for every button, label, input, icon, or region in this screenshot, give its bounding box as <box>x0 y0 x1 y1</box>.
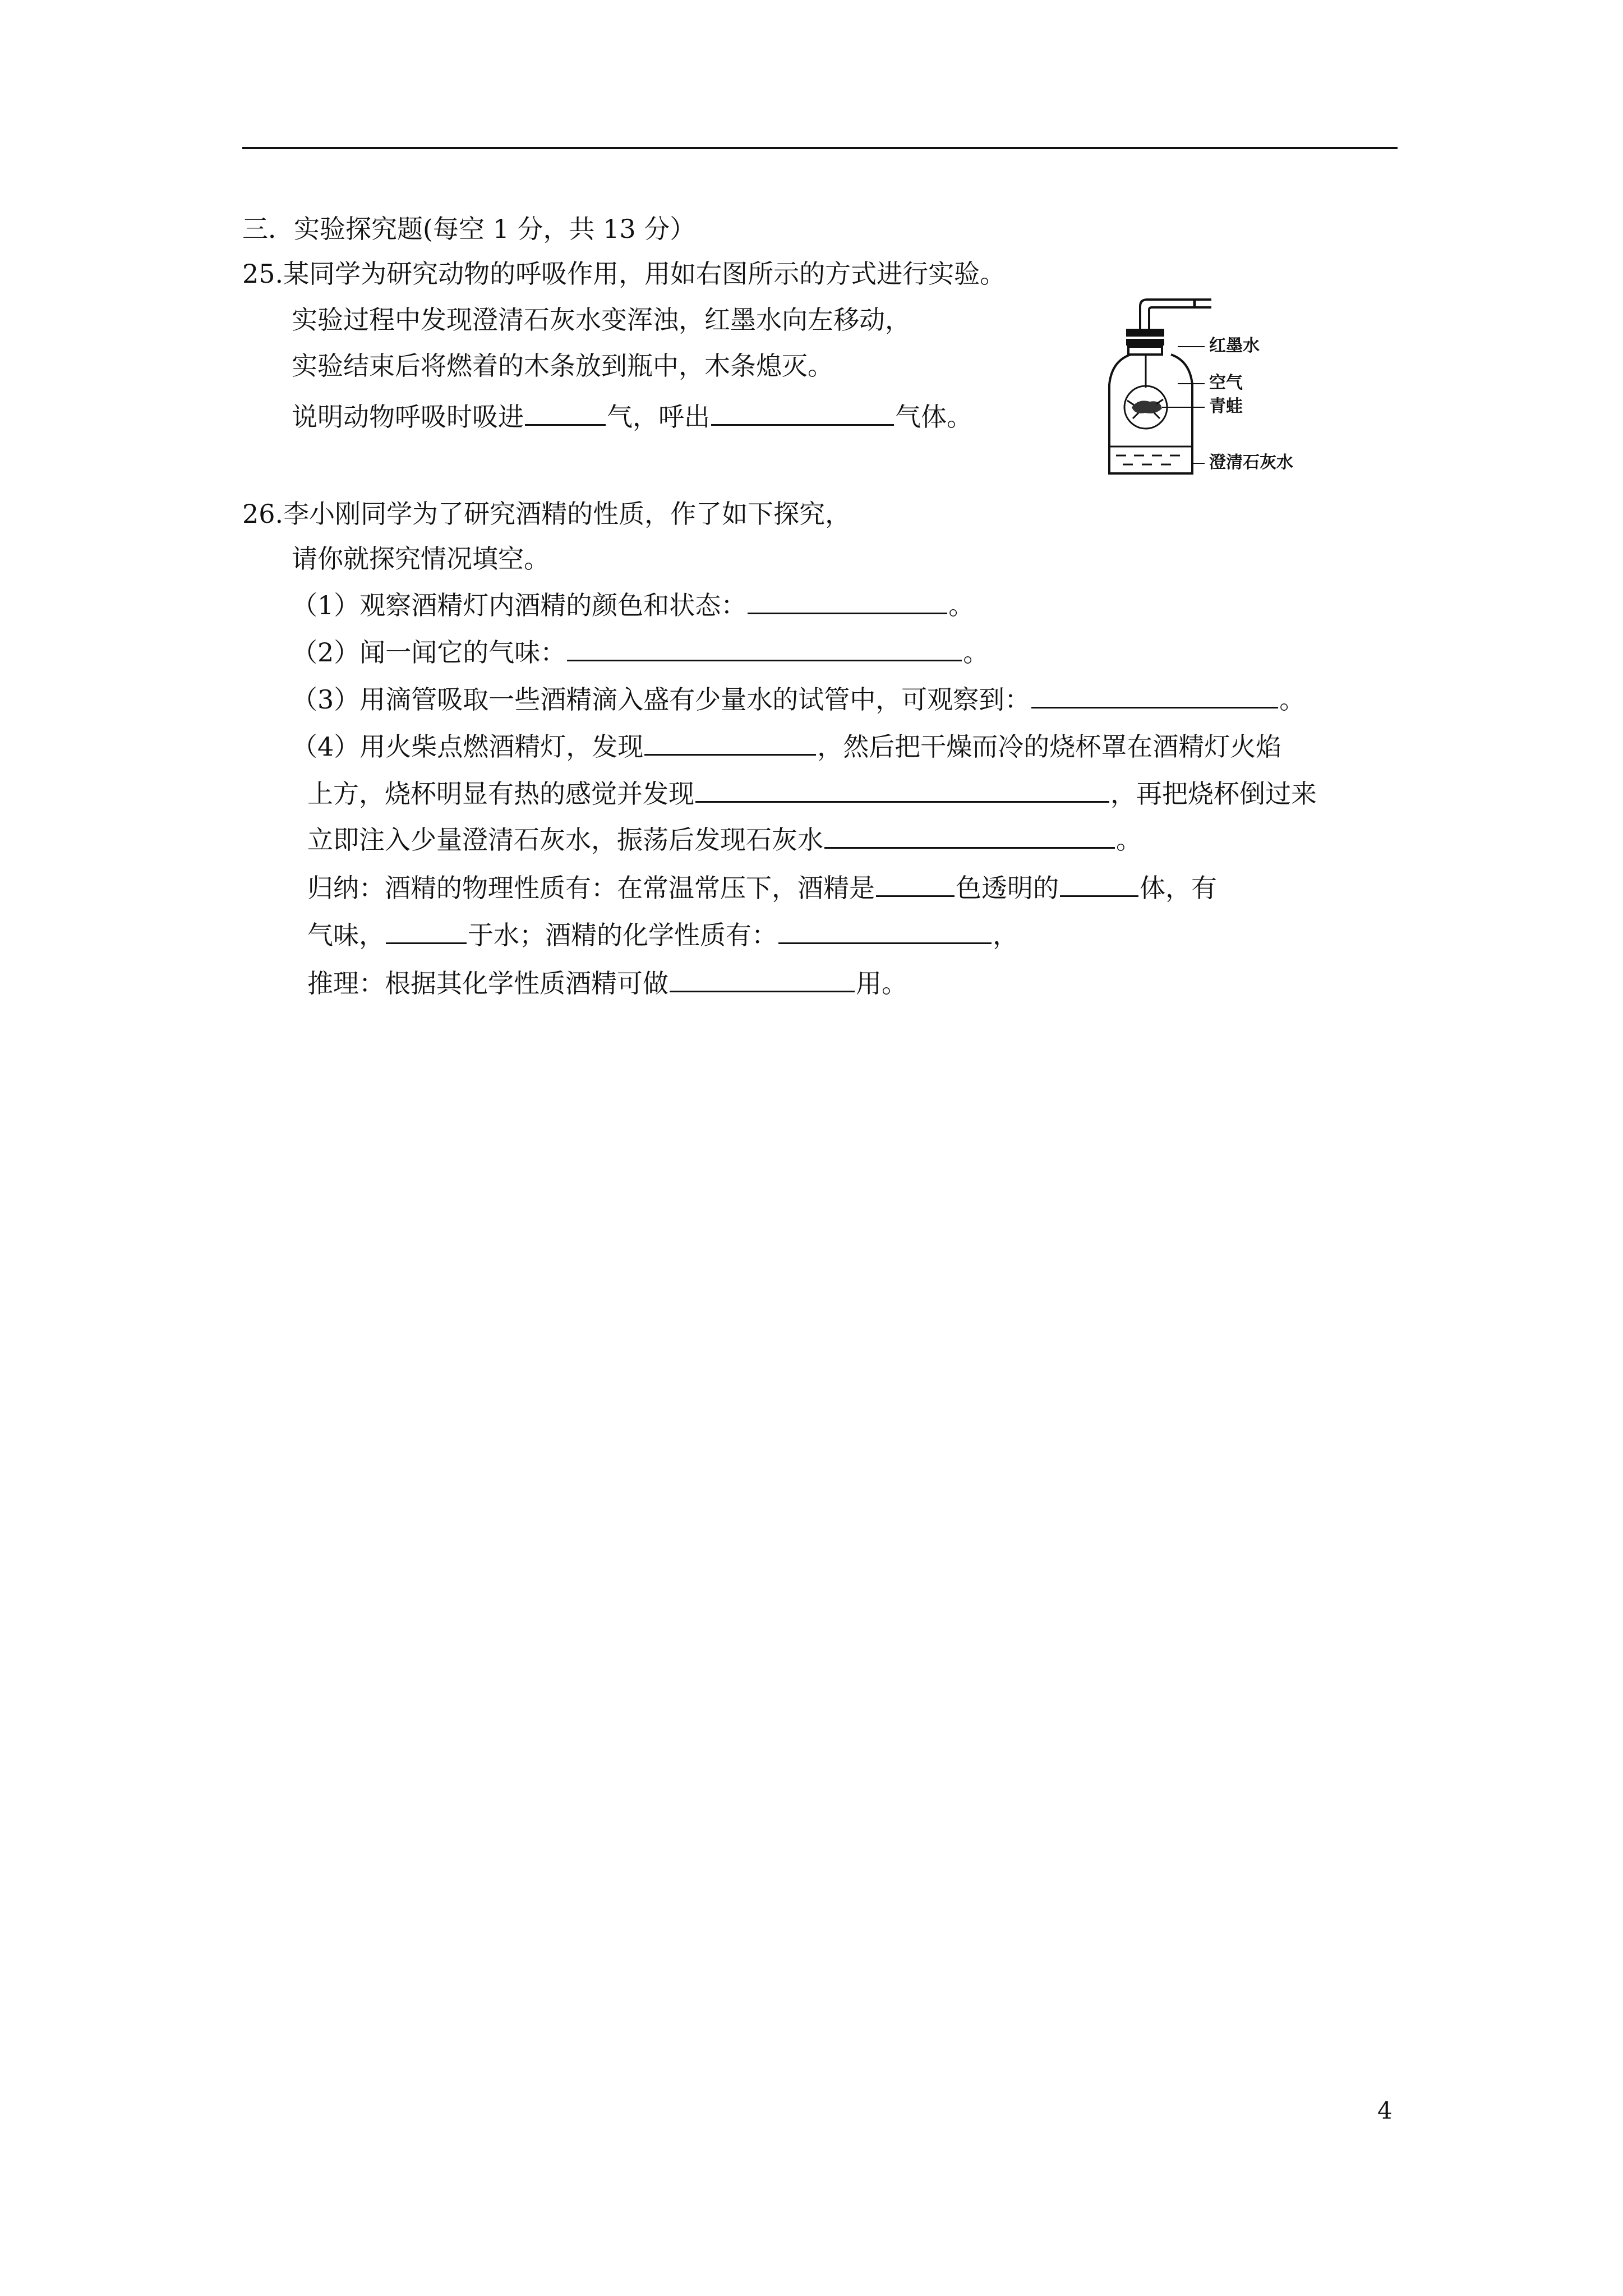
q26-part-4-text-a: （4）用火柴点燃酒精灯，发现 <box>292 731 644 762</box>
respiration-apparatus-figure <box>1094 295 1329 486</box>
q26-inference-line <box>307 966 907 1000</box>
q26-part-4-line-2 <box>307 776 1317 811</box>
q26-part-1-end: 。 <box>948 590 975 620</box>
q25-line-3: 实验结束后将燃着的木条放到瓶中，木条熄灭。 <box>292 351 833 381</box>
q25-line-4-text-b: 气，呼出 <box>607 402 710 432</box>
header-rule <box>242 147 1398 149</box>
q26-part-4-line-3 <box>307 822 1142 857</box>
q25-line-2: 实验过程中发现澄清石灰水变浑浊，红墨水向左移动， <box>292 305 911 335</box>
q26-beaker-observation-blank[interactable] <box>695 776 1109 803</box>
q26-odor-blank[interactable] <box>567 635 962 661</box>
q26-solubility-blank[interactable] <box>386 918 467 944</box>
label-limewater: 澄清石灰水 <box>1209 453 1293 472</box>
q26-part-2-end: 。 <box>963 637 989 668</box>
q26-color-state-blank[interactable] <box>748 588 947 614</box>
q26-part-3-end: 。 <box>1279 684 1306 715</box>
q26-limewater-blank[interactable] <box>824 822 1115 849</box>
q25-line-1: 25.某同学为研究动物的呼吸作用，用如右图所示的方式进行实验。 <box>242 259 1006 289</box>
section-heading: 三．实验探究题(每空 1 分，共 13 分） <box>242 214 696 244</box>
q26-part-3 <box>292 682 1305 716</box>
q26-summary-line-2 <box>307 918 1018 952</box>
q26-summary-text-b: 色透明的 <box>956 873 1059 903</box>
q25-exhale-blank[interactable] <box>711 399 894 426</box>
label-red-ink: 红墨水 <box>1209 336 1260 356</box>
q26-summary-text-f: ， <box>993 920 1018 950</box>
q26-summary-line-1 <box>307 871 1217 905</box>
q26-part-2-text: （2）闻一闻它的气味： <box>292 637 566 668</box>
q26-part-3-text: （3）用滴管吸取一些酒精滴入盛有少量水的试管中，可观察到： <box>292 684 1031 715</box>
q26-part-4-text-b: ，然后把干燥而冷的烧杯罩在酒精灯火焰 <box>817 731 1282 762</box>
label-air: 空气 <box>1209 373 1243 393</box>
q26-summary-text-a: 归纳：酒精的物理性质有：在常温常压下，酒精是 <box>307 873 875 903</box>
q26-part-4-text-d: ，再把烧杯倒过来 <box>1110 779 1317 809</box>
q25-line-4-text-a: 说明动物呼吸时吸进 <box>292 402 524 432</box>
q26-part-1 <box>292 588 974 622</box>
label-frog: 青蛙 <box>1209 397 1243 416</box>
q26-part-4-text-f: 。 <box>1116 825 1142 855</box>
q26-state-blank[interactable] <box>1060 871 1138 897</box>
q26-summary-text-e: 于水；酒精的化学性质有： <box>468 920 777 950</box>
q26-part-2 <box>292 635 989 669</box>
q26-inference-text-b: 用。 <box>856 968 907 999</box>
q25-inhale-blank[interactable] <box>525 399 606 426</box>
q25-line-4 <box>292 399 972 434</box>
q26-color-blank[interactable] <box>876 871 955 897</box>
q26-part-4-text-c: 上方，烧杯明显有热的感觉并发现 <box>307 779 694 809</box>
q26-line-2: 请你就探究情况填空。 <box>292 544 550 574</box>
q26-line-1: 26.李小刚同学为了研究酒精的性质，作了如下探究， <box>242 499 851 529</box>
q26-summary-text-c: 体，有 <box>1140 873 1217 903</box>
page-number: 4 <box>1377 2097 1393 2124</box>
q26-mix-observation-blank[interactable] <box>1031 682 1278 708</box>
q26-use-blank[interactable] <box>670 966 855 992</box>
q26-part-4-line-1 <box>292 729 1281 763</box>
q26-part-1-text: （1）观察酒精灯内酒精的颜色和状态： <box>292 590 747 620</box>
q26-flame-blank[interactable] <box>644 729 816 756</box>
q25-line-4-text-c: 气体。 <box>895 402 972 432</box>
q26-summary-text-d: 气味， <box>307 920 385 950</box>
q26-inference-text-a: 推理：根据其化学性质酒精可做 <box>307 968 668 999</box>
q26-part-4-text-e: 立即注入少量澄清石灰水，振荡后发现石灰水 <box>307 825 823 855</box>
q26-chemical-property-blank[interactable] <box>778 918 992 944</box>
